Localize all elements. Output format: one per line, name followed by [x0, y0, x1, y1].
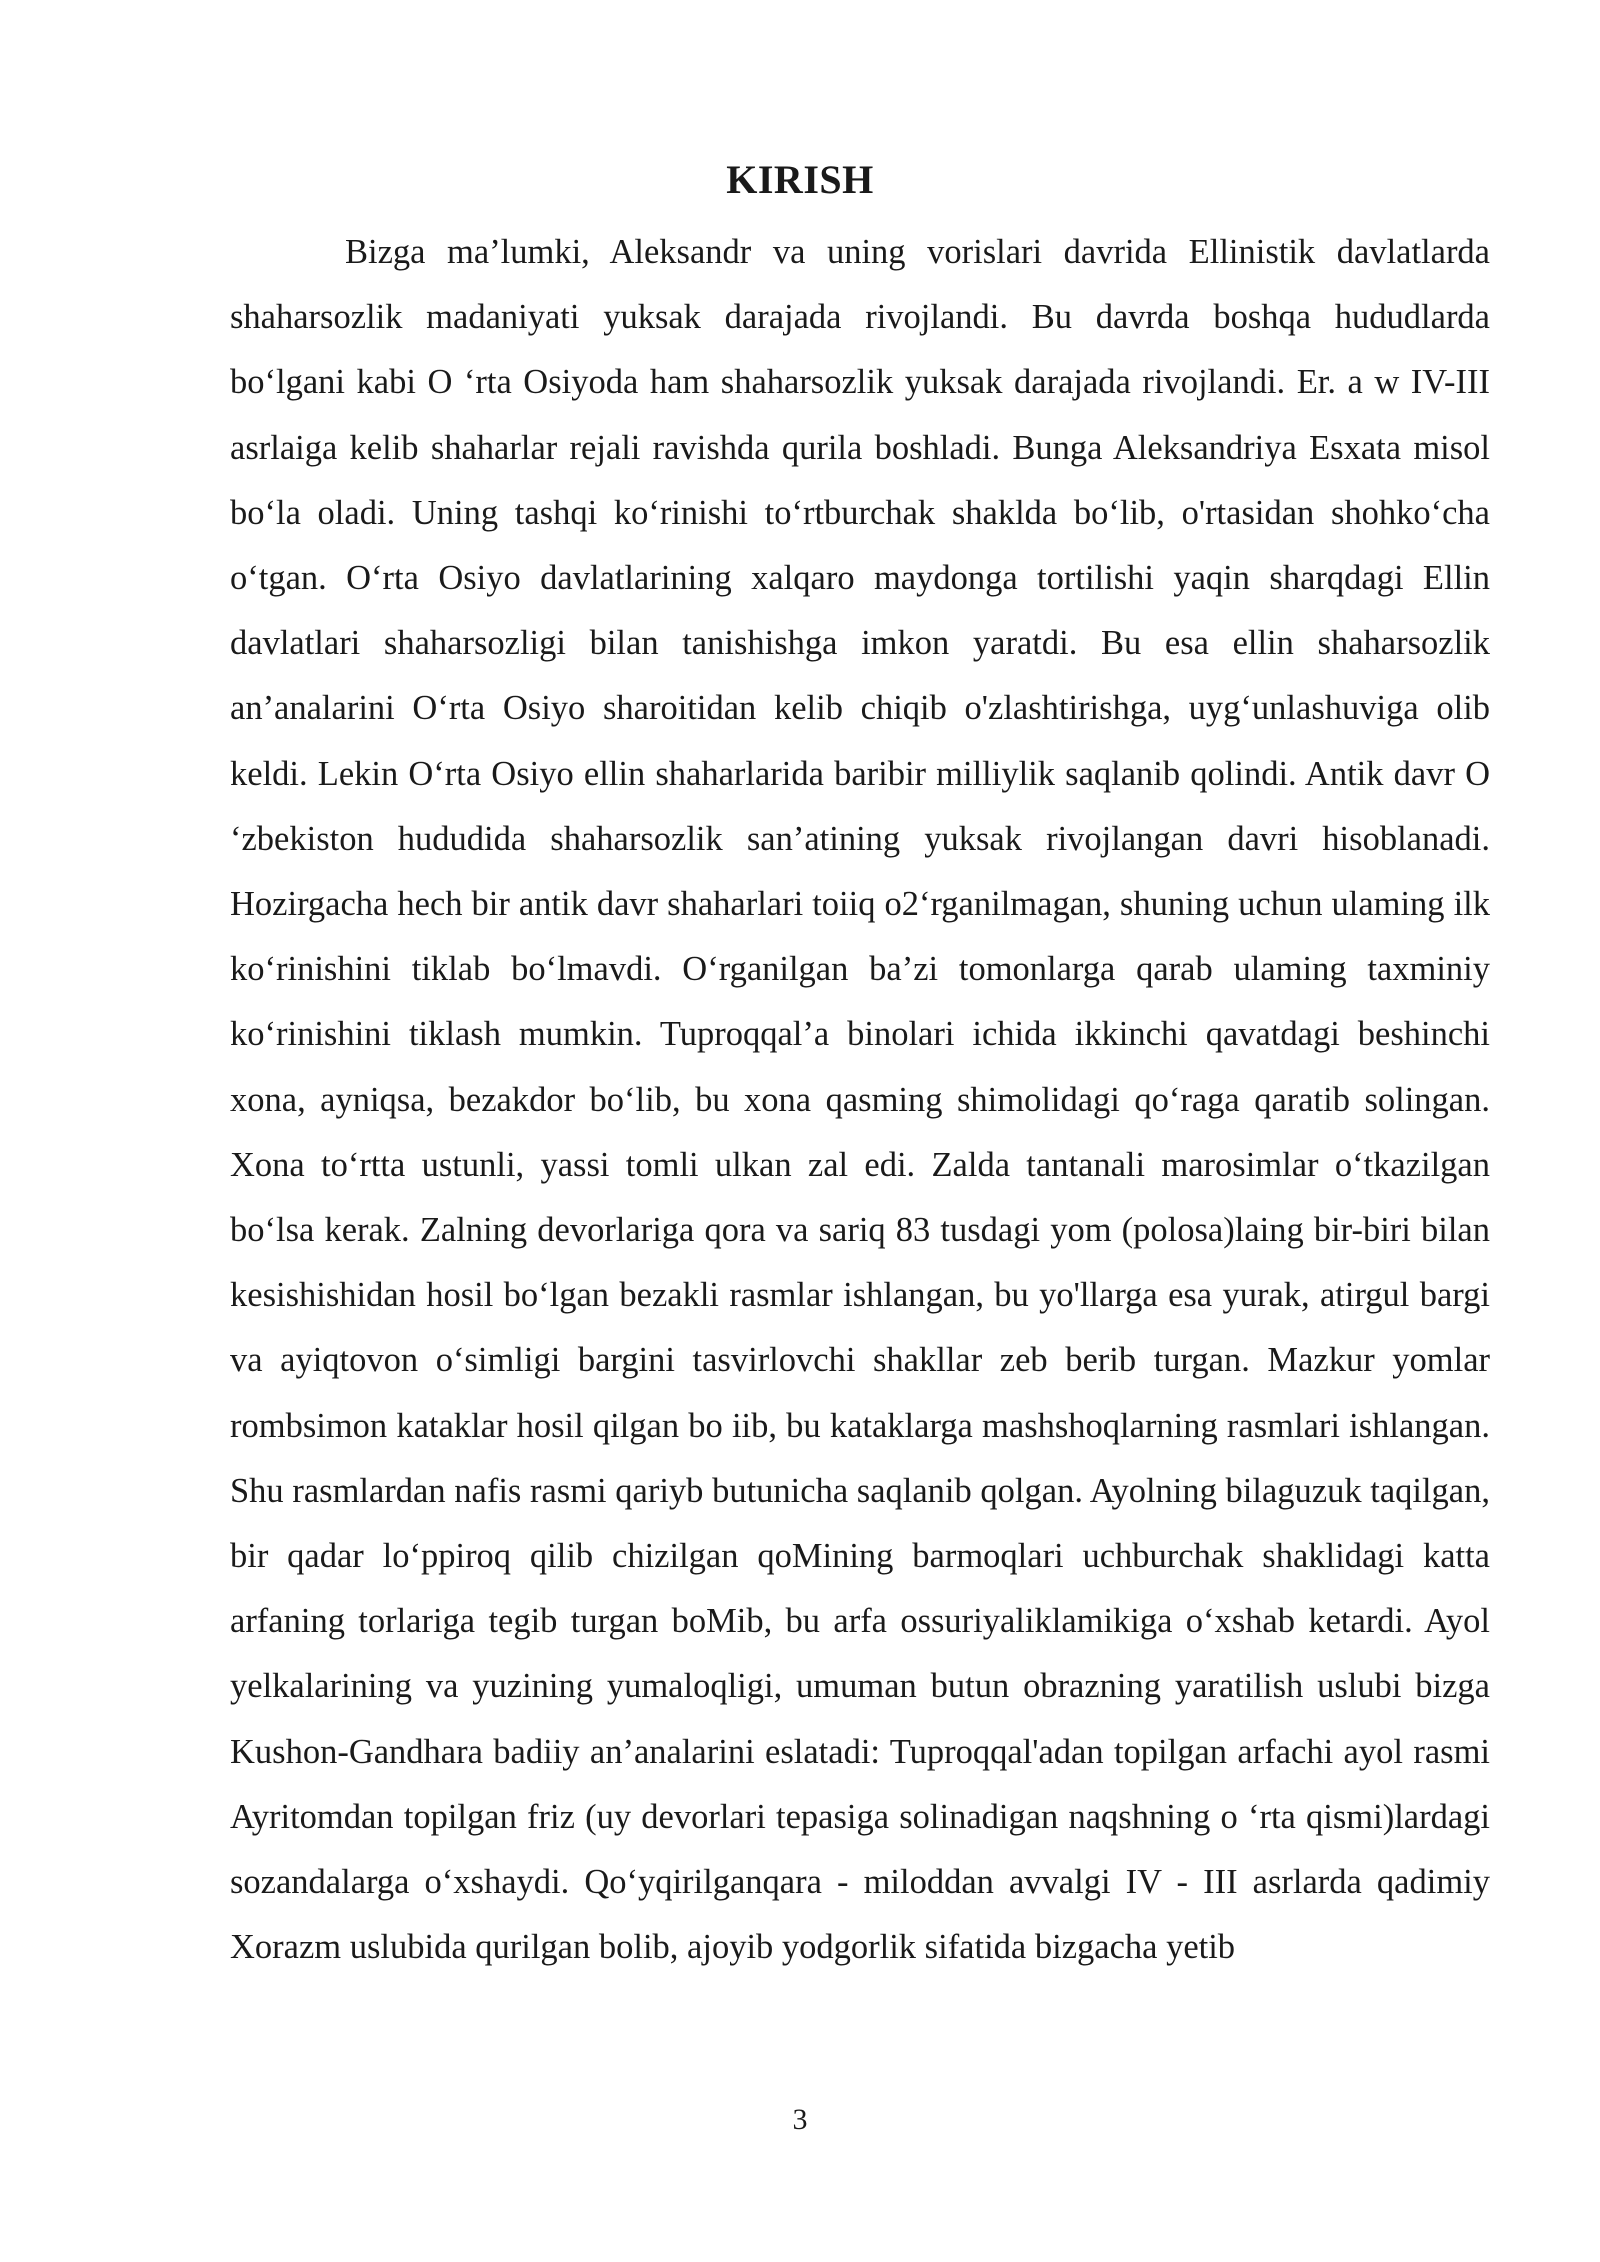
page-number: 3: [792, 2103, 808, 2136]
body-paragraph: Bizga ma’lumki, Aleksandr va uning vorislari davrida Ellinistik davlatlarda shaharsozlik madaniyati yuksak darajada rivojlandi. Bu davrda boshqa hududlarda bo‘lgani kabi O ‘rta Osiyoda ham shaharsozlik yuksak darajada rivojlandi. Er. a w IV-III asrlaiga kelib shaharlar rejali ravishda qurila boshladi. Bunga Aleksandriya Esxata misol bo‘la oladi. Uning tashqi ko‘rinishi to‘rtburchak shaklda bo‘lib, o'rtasidan shohko‘cha o‘tgan. O‘rta Osiyo davlatlarining xalqaro maydonga tortilishi yaqin sharqdagi Ellin davlatlari shaharsozligi bilan tanishishga imkon yaratdi. Bu esa ellin shaharsozlik an’analarini O‘rta Osiyo sharoitidan kelib chiqib o'zlashtirishga, uyg‘unlashuviga olib keldi. Lekin O‘rta Osiyo ellin shaharlarida baribir milliylik saqlanib qolindi. Antik davr O ‘zbekiston hududida shaharsozlik san’atining yuksak rivojlangan davri hisoblanadi. Hozirgacha hech bir antik davr shaharlari toiiq o2‘rganilmagan, shuning uchun ulaming ilk ko‘rinishini tiklab bo‘lmavdi. O‘rganilgan ba’zi tomonlarga qarab ulaming taxminiy ko‘rinishini tiklash mumkin. Tuproqqal’a binolari ichida ikkinchi qavatdagi beshinchi xona, ayniqsa, bezakdor bo‘lib, bu xona qasming shimolidagi qo‘raga qaratib solingan. Xona to‘rtta ustunli, yassi tomli ulkan zal edi. Zalda tantanali marosimlar o‘tkazilgan bo‘lsa kerak. Zalning devorlariga qora va sariq 83 tusdagi yom (polosa)laing bir-biri bilan kesishishidan hosil bo‘lgan bezakli rasmlar ishlangan, bu yo'llarga esa yurak, atirgul bargi va ayiqtovon o‘simligi bargini tasvirlovchi shakllar zeb berib turgan. Mazkur yomlar rombsimon kataklar hosil qilgan bo iib, bu kataklarga mashshoqlarning rasmlari ishlangan. Shu rasmlardan nafis rasmi qariyb butunicha saqlanib qolgan. Ayolning bilaguzuk taqilgan, bir qadar lo‘ppiroq qilib chizilgan qoMining barmoqlari uchburchak shaklidagi katta arfaning torlariga tegib turgan boMib, bu arfa ossuriyaliklamikiga o‘xshab ketardi. Ayol yelkalarining va yuzining yumaloqligi, umuman butun obrazning yaratilish uslubi bizga Kushon-Gandhara badiiy an’analarini eslatadi: Tuproqqal'adan topilgan arfachi ayol rasmi Ayritomdan topilgan friz (uy devorlari tepasiga solinadigan naqshning o ‘rta qismi)lardagi sozandalarga o‘xshaydi. Qo‘yqirilganqara - miloddan avvalgi IV - III asrlarda qadimiy Xorazm uslubida qurilgan bolib, ajoyib yodgorlik sifatida bizgacha yetib: [230, 233, 1490, 1967]
page-title: KIRISH: [726, 157, 874, 202]
